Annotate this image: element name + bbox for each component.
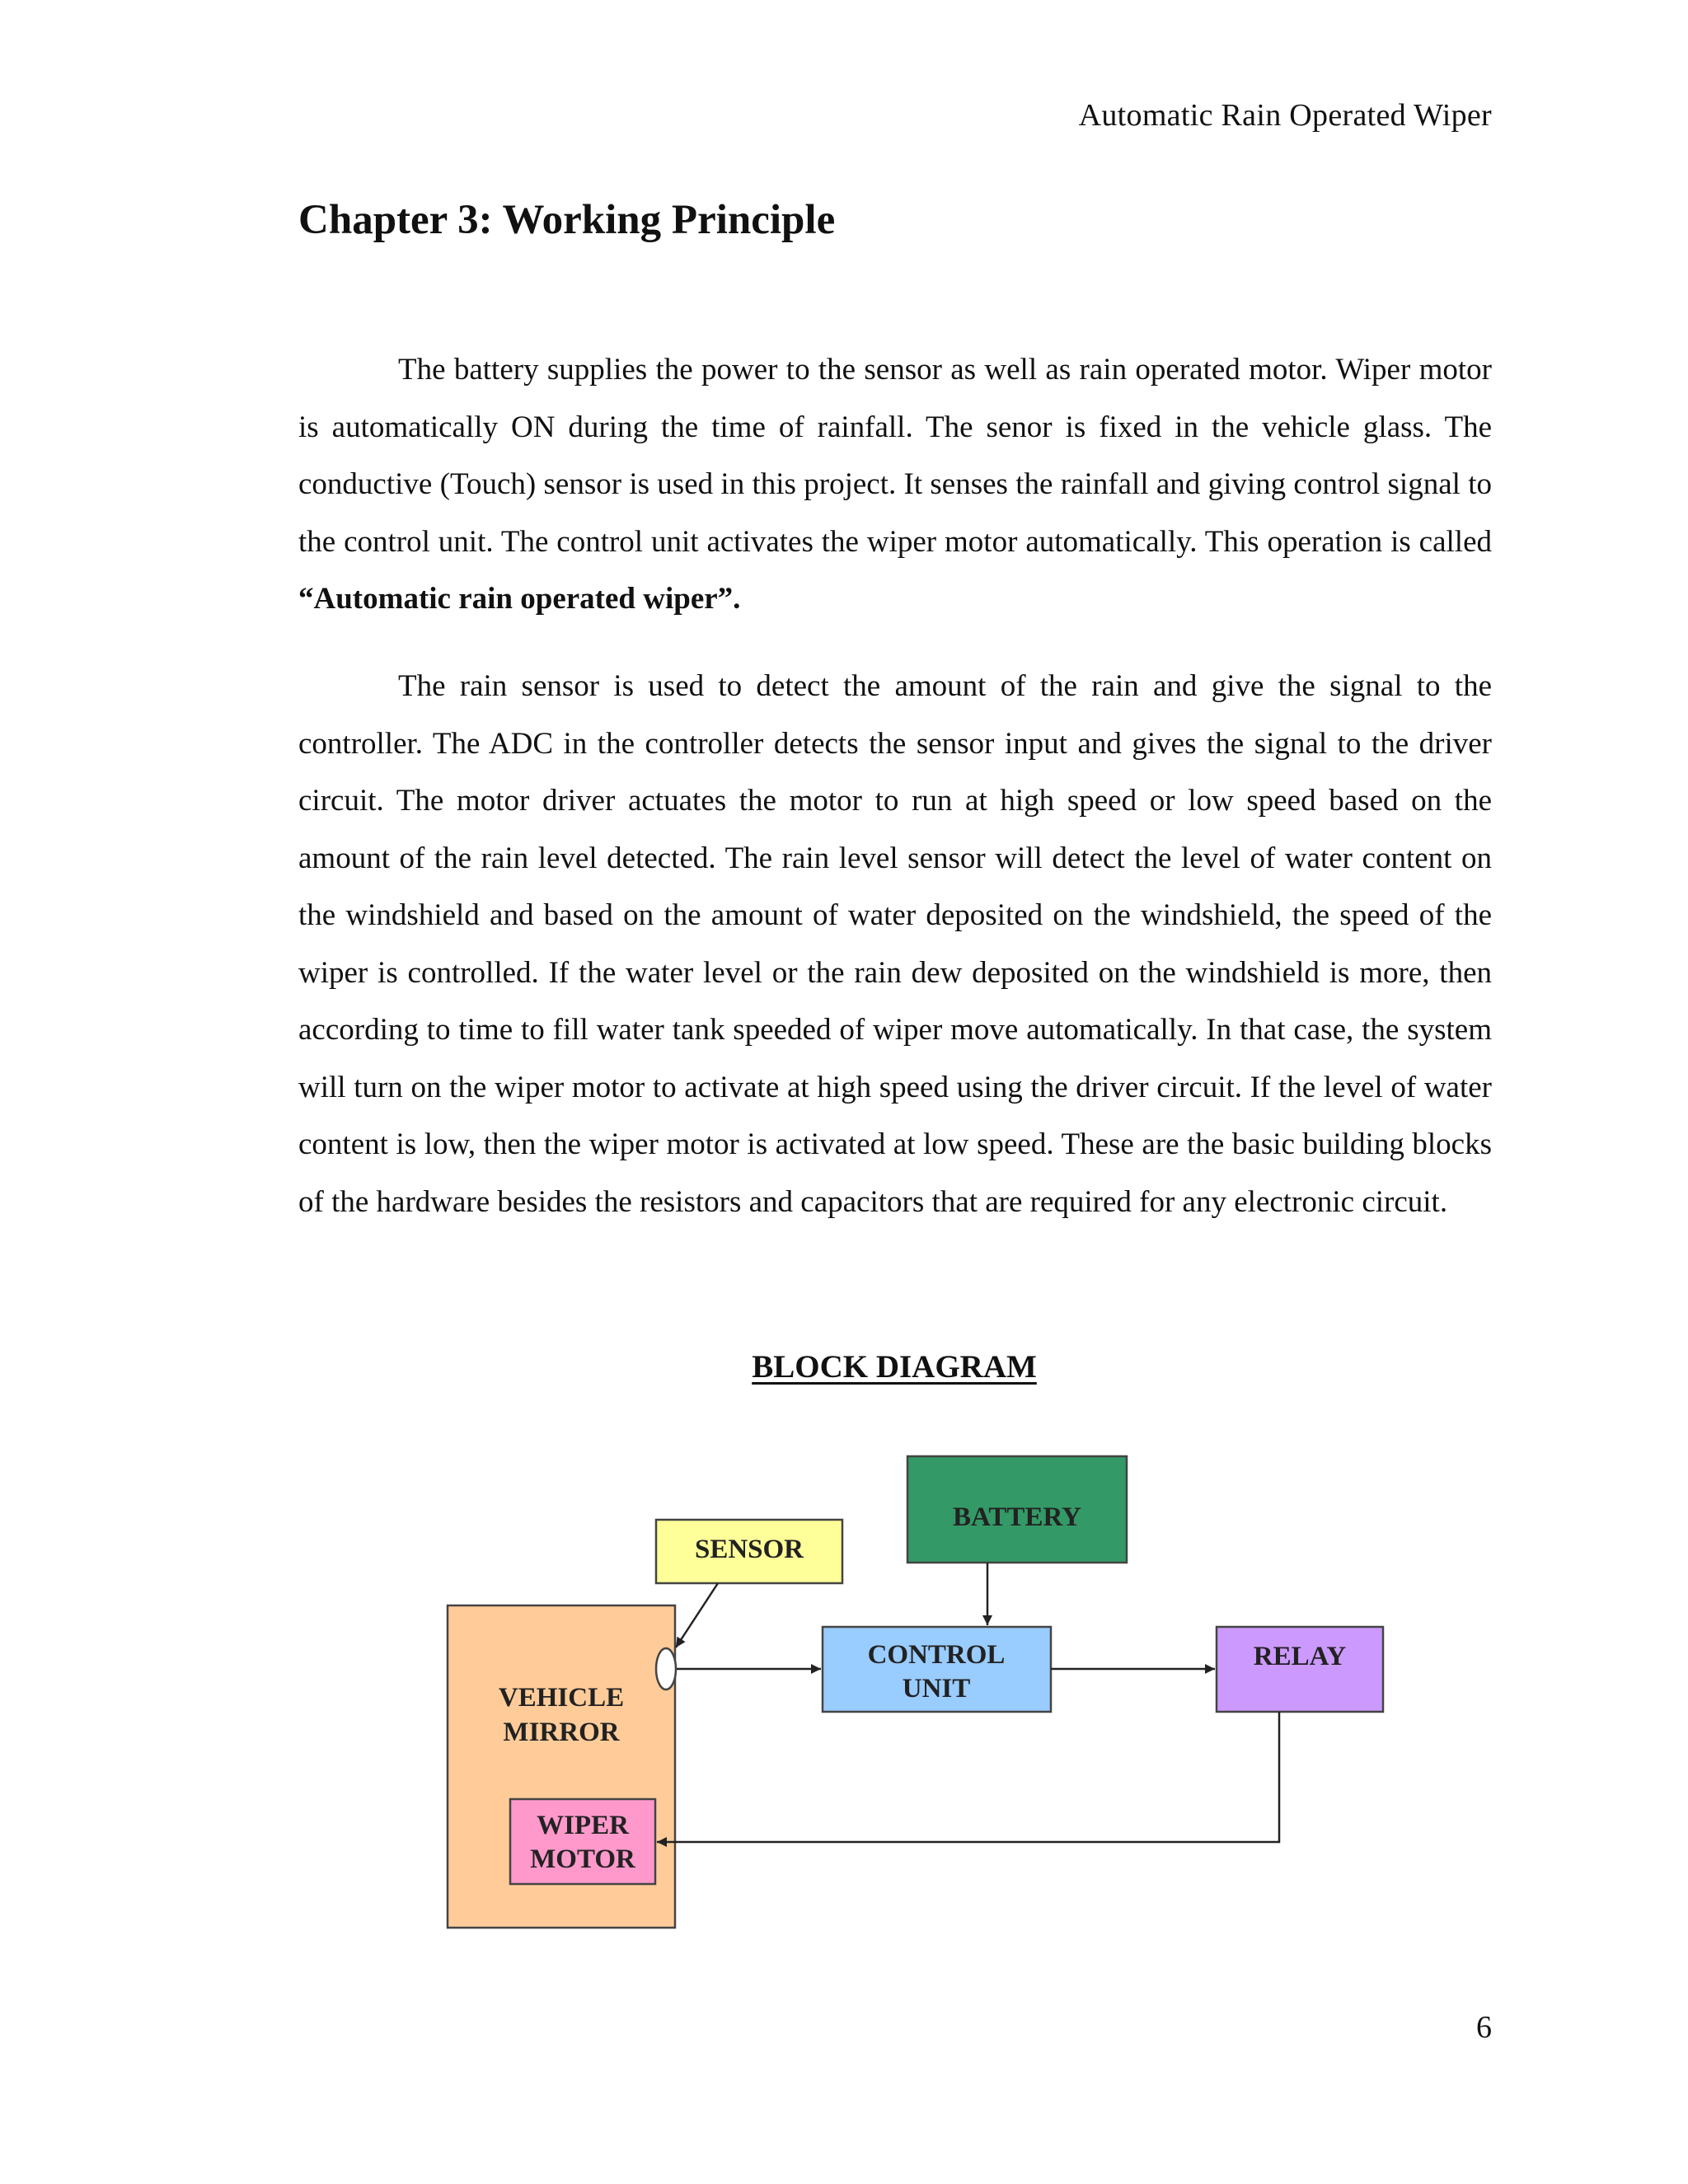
page-number: 6 [1476, 2010, 1492, 2045]
paragraph-1-text: The battery supplies the power to the sensor as well as rain operated motor. Wiper motor is automatically ON during the time of rainfall. The senor is fixed in the vehicle glass. The conductive (Touch) sensor is used in this project. It senses the rainfall and giving control signal to the control unit. The control unit activates the wiper motor automatically. This operation is called [298, 353, 1492, 559]
sensor-block [656, 1520, 842, 1583]
sensor-element [656, 1648, 676, 1690]
wiper-motor-label-line1: WIPER [537, 1811, 629, 1840]
vehicle-mirror-label-line2: MIRROR [503, 1718, 620, 1747]
sensor-label: SENSOR [694, 1535, 804, 1564]
relay-label: RELAY [1253, 1642, 1347, 1671]
chapter-title: Chapter 3: Working Principle [298, 197, 836, 243]
battery-block [907, 1456, 1127, 1563]
control-unit-block [823, 1627, 1051, 1712]
running-header: Automatic Rain Operated Wiper [1078, 98, 1492, 133]
relay-to-wiper-motor-arrow [657, 1712, 1279, 1842]
vehicle-mirror-label-line1: VEHICLE [498, 1683, 625, 1713]
wiper-motor-label-line2: MOTOR [530, 1844, 635, 1874]
control-unit-label-line1: CONTROL [867, 1640, 1006, 1670]
block-diagram-heading: BLOCK DIAGRAM [752, 1349, 1037, 1385]
relay-block [1217, 1627, 1383, 1712]
battery-label: BATTERY [953, 1502, 1081, 1532]
paragraph-1-emphasis: “Automatic rain operated wiper”. [298, 582, 741, 616]
control-unit-label-line2: UNIT [902, 1674, 971, 1704]
sensor-to-element-line [676, 1583, 718, 1647]
paragraph-2: The rain sensor is used to detect the amount of the rain and give the signal to the controller. The ADC in the controller detects the sensor input and gives the signal to the driver circuit. The motor driver actuates the motor to run at high speed or low speed based on the amount of the rain level detected. The rain level sensor will detect the level of water content on the windshield and based on the amount of water deposited on the windshield, the speed of the wiper is controlled. If the water level or the rain dew deposited on the windshield is more, then according to time to fill water tank speeded of wiper move automatically. In that case, the system will turn on the wiper motor to activate at high speed using the driver circuit. If the level of water content is low, then the wiper motor is activated at low speed. These are the basic building blocks of the hardware besides the resistors and capacitors that are required for any electronic circuit. [298, 669, 1492, 1219]
wiper-motor-block [510, 1799, 655, 1884]
